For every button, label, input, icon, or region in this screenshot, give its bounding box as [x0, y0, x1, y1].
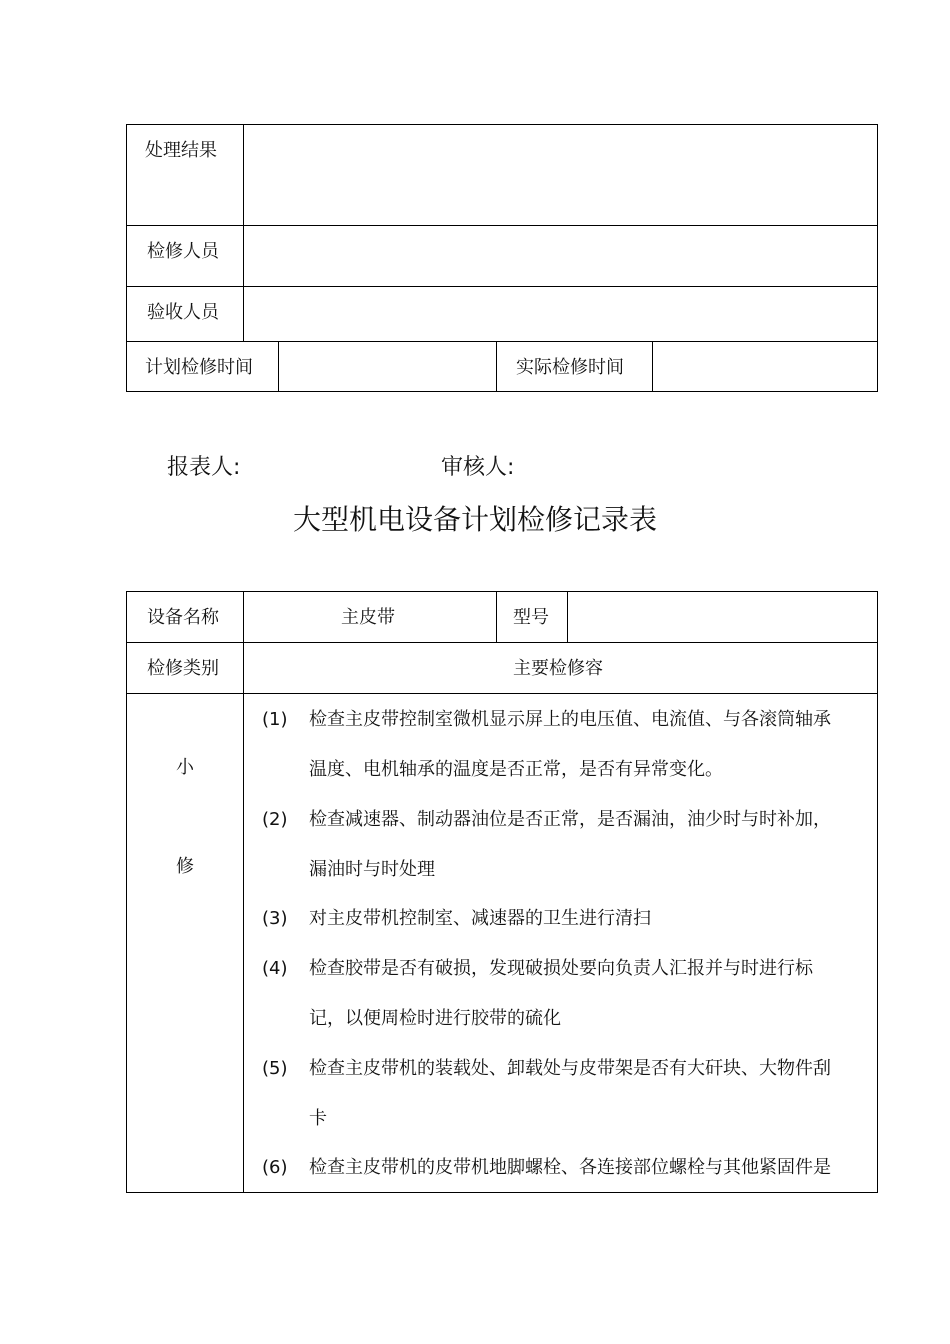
planned-time-label: 计划检修时间 [145, 357, 253, 378]
actual-time-label: 实际检修时间 [516, 357, 624, 378]
category-label: 检修类别 [147, 658, 219, 679]
result-field[interactable] [244, 125, 877, 225]
repair-person-label: 检修人员 [147, 241, 219, 262]
planned-time-field[interactable] [279, 342, 496, 391]
content-header: 主要检修容 [513, 658, 603, 679]
category-value-char-1: 小 [176, 757, 194, 778]
repair-person-field[interactable] [244, 226, 877, 286]
list-item-number: (5) [262, 1058, 288, 1079]
category-value-char-2: 修 [176, 856, 194, 877]
reviewer-label: 审核人: [441, 455, 515, 480]
acceptance-person-field[interactable] [244, 287, 877, 341]
reporter-label: 报表人: [167, 455, 241, 480]
list-item-text: 漏油时与时处理 [309, 859, 435, 880]
equipment-name-value: 主皮带 [341, 607, 395, 628]
result-label: 处理结果 [145, 140, 217, 161]
equipment-name-label: 设备名称 [147, 607, 219, 628]
model-field[interactable] [568, 592, 877, 642]
list-item-text: 温度、电机轴承的温度是否正常，是否有异常变化。 [309, 759, 723, 780]
list-item-text: 检查主皮带控制室微机显示屏上的电压值、电流值、与各滚筒轴承 [309, 709, 831, 730]
acceptance-person-label: 验收人员 [147, 302, 219, 323]
list-item-text: 检查主皮带机的装载处、卸载处与皮带架是否有大矸块、大物件刮 [309, 1058, 831, 1079]
list-item-text: 检查主皮带机的皮带机地脚螺栓、各连接部位螺栓与其他紧固件是 [309, 1157, 831, 1178]
list-item-text: 检查减速器、制动器油位是否正常，是否漏油，油少时与时补加， [309, 809, 831, 830]
list-item-number: (1) [262, 709, 288, 730]
model-label: 型号 [513, 607, 549, 628]
list-item-number: (6) [262, 1157, 288, 1178]
list-item-text: 卡 [309, 1108, 327, 1129]
list-item-number: (4) [262, 958, 288, 979]
actual-time-field[interactable] [653, 342, 877, 391]
list-item-number: (2) [262, 809, 288, 830]
list-item-text: 检查胶带是否有破损，发现破损处要向负责人汇报并与时进行标 [309, 958, 813, 979]
list-item-text: 记，以便周检时进行胶带的硫化 [309, 1008, 561, 1029]
list-item-number: (3) [262, 908, 288, 929]
list-item-text: 对主皮带机控制室、减速器的卫生进行清扫 [309, 908, 651, 929]
page-title: 大型机电设备计划检修记录表 [292, 503, 657, 536]
